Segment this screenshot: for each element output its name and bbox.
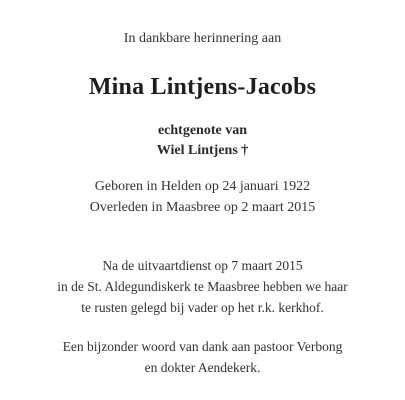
- funeral-line-2: in de St. Aldegundiskerk te Maasbree hebben we haar: [57, 279, 348, 294]
- deceased-name: Mina Lintjens-Jacobs: [88, 74, 317, 100]
- thanks-line-1: Een bijzonder woord van dank aan pastoor Verbong: [62, 339, 343, 354]
- funeral-line-3: te rusten gelegd bij vader op het r.k. kerkhof.: [81, 300, 324, 315]
- spouse-name: Wiel Lintjens †: [156, 143, 249, 158]
- thanks-line-2: en dokter Aendekerk.: [144, 360, 261, 375]
- death-line: Overleden in Maasbree op 2 maart 2015: [89, 200, 316, 215]
- birth-line: Geboren in Helden op 24 januari 1922: [94, 179, 311, 194]
- spouse-label: echtgenote van: [157, 123, 248, 138]
- funeral-line-1: Na de uitvaartdienst op 7 maart 2015: [102, 258, 303, 273]
- intro-text: In dankbare herinnering aan: [123, 31, 282, 46]
